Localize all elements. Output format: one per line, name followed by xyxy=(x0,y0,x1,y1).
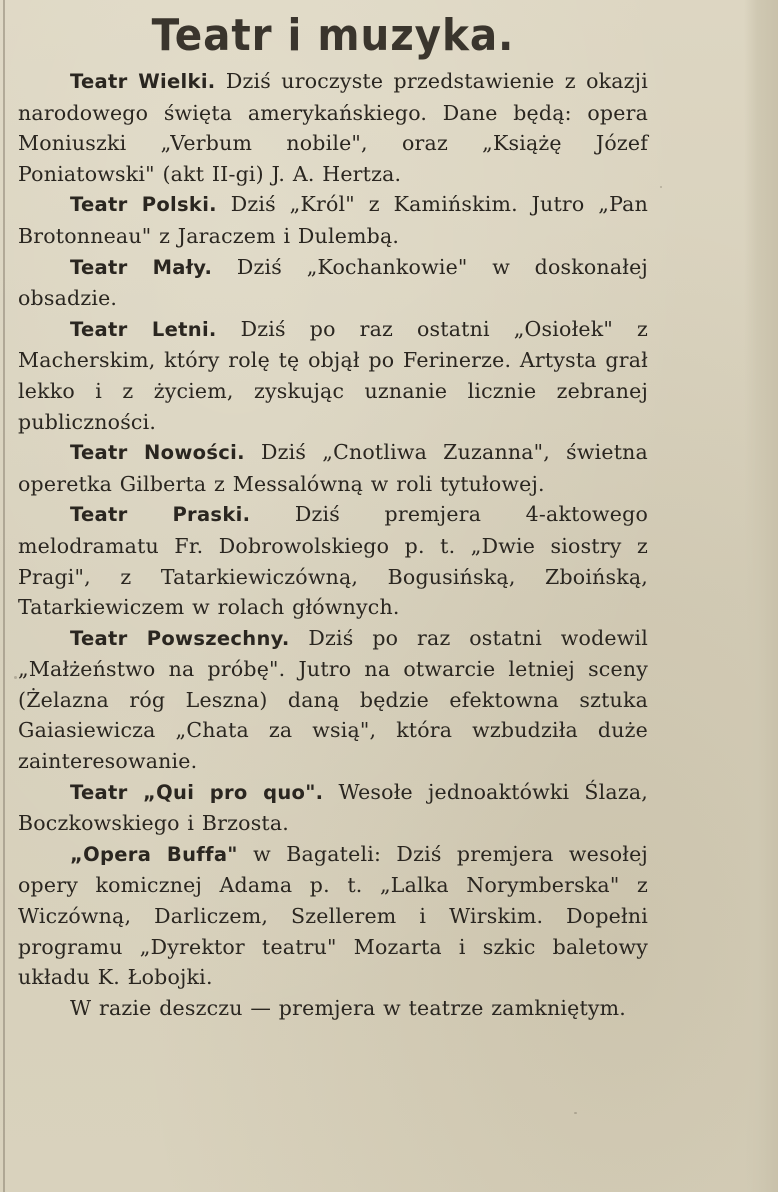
paragraph-teatr-nowosci xyxy=(18,437,648,499)
paragraph-lead: Teatr Letni. xyxy=(70,317,217,341)
page-edge xyxy=(744,0,778,1192)
paragraph-lead: Teatr Powszechny. xyxy=(70,626,290,650)
paragraph-lead: Teatr Nowości. xyxy=(70,441,245,465)
theatre-article xyxy=(18,8,648,1024)
paragraph-text: w Bagateli: Dziś premjera wesołej opery komicznej Adama p. t. „Lalka Norymberska" z Wiczówną, Darliczem, Szellerem i Wirskim. Dopełni programu „Dyrektor teatru" Mozarta i szkic baletowy układu K. Łobojki. xyxy=(18,841,648,990)
paragraph-teatr-maly xyxy=(18,252,648,314)
paragraph-teatr-powszechny xyxy=(18,623,648,777)
paragraph-text: Dziś premjera 4-aktowego melodramatu Fr. Dobrowolskiego p. t. „Dwie siostry z Pragi", z Tatarkiewiczówną, Bogusińską, Zboińską, Tatarkiewiczem w rolach głównych. xyxy=(18,502,648,620)
paragraph-teatr-polski xyxy=(18,189,648,251)
paragraph-text: Dziś „Król" z Kamińskim. Jutro „Pan Brotonneau" z Jaraczem i Dulembą. xyxy=(18,192,648,248)
paragraph-lead: Teatr Mały. xyxy=(70,255,213,279)
paragraph-rain-note xyxy=(18,993,648,1025)
paragraph-lead: „Opera Buffa" xyxy=(70,842,238,866)
column-rule xyxy=(3,0,5,1192)
paper-speck xyxy=(14,676,17,679)
paragraph-text: Dziś po raz ostatni wodewil „Małżeństwo na próbę". Jutro na otwarcie letniej sceny (Żelazna róg Leszna) daną będzie efektowna sztuka Gaiasiewicza „Chata za wsią", która wzbudziła duże zainteresowanie. xyxy=(18,625,649,774)
paragraph-teatr-letni xyxy=(18,314,648,437)
article-title: Teatr i muzyka. xyxy=(151,10,515,61)
paragraph-teatr-praski xyxy=(18,499,648,622)
paragraph-lead: Teatr Wielki. xyxy=(70,70,216,93)
paragraph-text: Dziś po raz ostatni „Osiołek" z Macherskim, który rolę tę objął po Ferinerze. Artysta grał lekko i z życiem, zyskując uznanie licznie zebranej publiczności. xyxy=(18,316,648,434)
paragraph-text: Dziś „Kochankowie" w doskonałej obsadzie. xyxy=(18,254,648,311)
paragraph-text: Dziś uroczyste przedstawienie z okazji narodowego święta amerykańskiego. Dane będą: opera Moniuszki „Verbum nobile", oraz „Książę Józef Poniatowski" (akt II-gi) J. A. Hertza. xyxy=(18,69,648,186)
paragraph-text: Dziś „Cnotliwa Zuzanna", świetna operetka Gilberta z Messalówną w roli tytułowej. xyxy=(18,440,648,496)
paragraph-text: W razie deszczu — premjera w teatrze zamkniętym. xyxy=(70,995,627,1020)
paragraph-lead: Teatr „Qui pro quo". xyxy=(70,780,324,804)
paragraph-lead: Teatr Praski. xyxy=(70,503,251,527)
paragraph-teatr-wielki xyxy=(18,66,648,189)
paper-speck xyxy=(574,1112,577,1114)
paper-speck xyxy=(660,186,662,188)
paragraph-lead: Teatr Polski. xyxy=(70,193,217,217)
paragraph-text: Wesołe jednoaktówki Ślaza, Boczkowskiego i Brzosta. xyxy=(18,779,648,836)
paragraph-qui-pro-quo xyxy=(18,777,648,839)
paragraph-opera-buffa xyxy=(18,839,648,993)
